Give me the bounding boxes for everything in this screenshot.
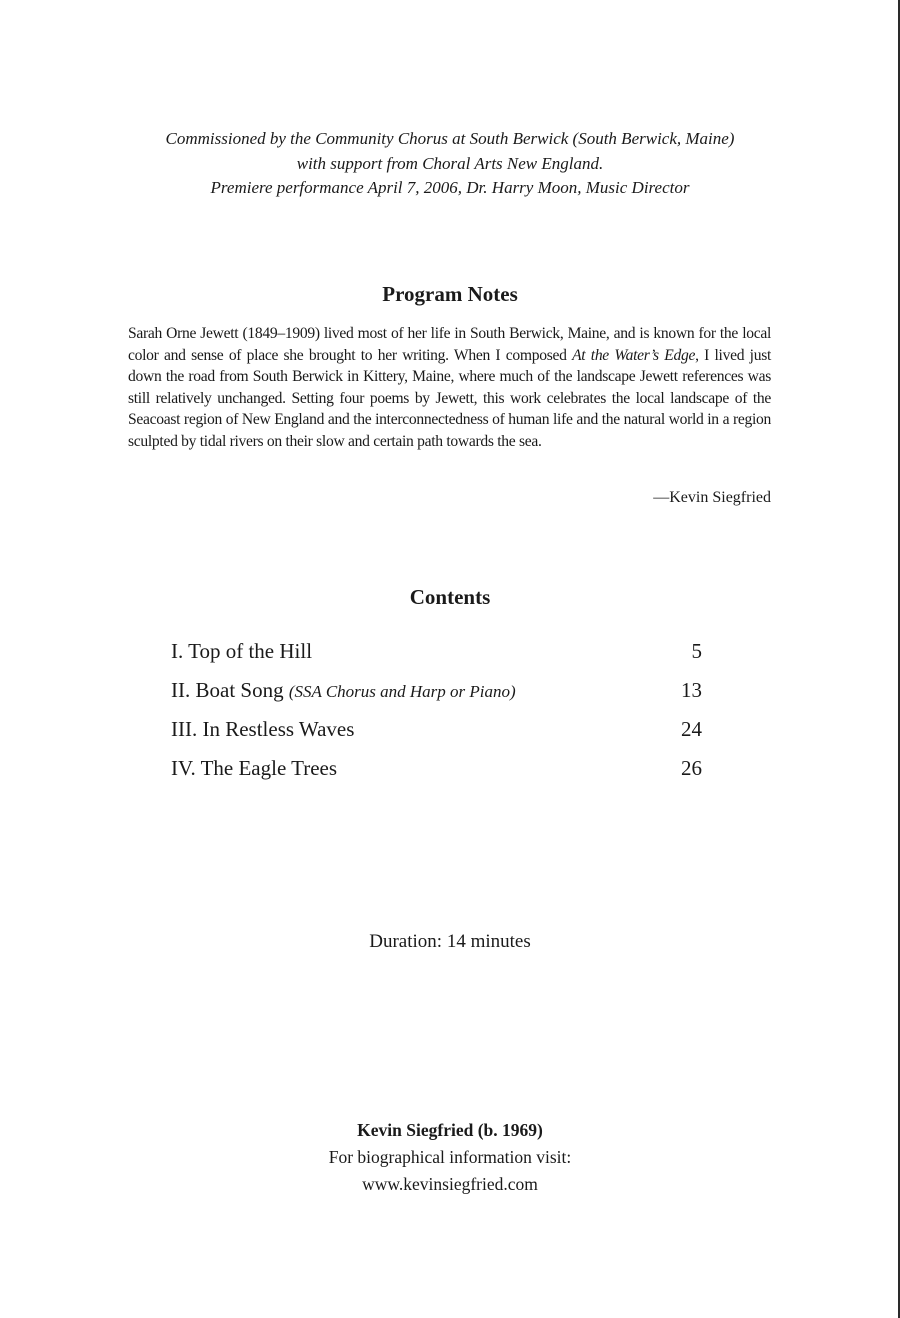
program-notes-body — [128, 323, 771, 453]
toc-row — [171, 639, 702, 678]
toc-item-title — [171, 639, 312, 664]
commission-credits — [100, 127, 800, 201]
toc-page-number: 26 — [681, 756, 702, 780]
toc-title-text: I. Top of the Hill — [171, 639, 313, 663]
composer-bio-line: For biographical information visit: — [328, 1147, 572, 1167]
composer-name: Kevin Siegfried (b. 1969) — [357, 1120, 543, 1140]
duration-text: Duration: 14 minutes — [369, 931, 531, 952]
commission-line-2: with support from Choral Arts New England. — [296, 153, 604, 173]
toc-item-subtitle: (SSA Chorus and Harp or Piano) — [288, 682, 516, 701]
contents-heading: Contents — [409, 585, 491, 609]
composer-website: www.kevinsiegfried.com — [362, 1174, 538, 1194]
toc-item-title — [171, 717, 354, 742]
toc-row — [171, 678, 702, 717]
toc-item-title — [171, 678, 516, 703]
work-title: At the Water’s Edge — [572, 346, 696, 364]
toc-title-text: IV. The Eagle Trees — [171, 756, 338, 780]
toc-page-number: 5 — [691, 639, 702, 663]
toc-title-text: II. Boat Song — [171, 678, 284, 702]
toc-row — [171, 717, 702, 756]
commission-line-1: Commissioned by the Community Chorus at South Berwick (South Berwick, Maine) — [165, 129, 735, 148]
toc-item-title — [171, 756, 337, 781]
toc-page-number: 24 — [681, 717, 702, 741]
toc-row — [171, 756, 702, 795]
program-notes-signature: —Kevin Siegfried — [653, 489, 771, 506]
program-notes-text-before: Sarah Orne Jewett (1849–1909) lived most of her life in South Berwick, Maine, and is known for the local color and sense of place she brought to her writing. When I composed — [128, 325, 771, 364]
program-notes-text-after: , I lived just down the road from South Berwick in Kittery, Maine, where much of the landscape Jewett references was still relatively unchanged. Setting four poems by Jewett, this work celebrates the local landscape of the Seacoast region of New England and the interconnectedness of human life and the natural world in a region sculpted by tidal rivers on their slow and certain path towards the sea. — [128, 346, 771, 450]
composer-info — [0, 1117, 900, 1198]
commission-line-3: Premiere performance April 7, 2006, Dr. Harry Moon, Music Director — [210, 178, 690, 197]
table-of-contents — [171, 639, 702, 795]
program-notes-heading: Program Notes — [382, 282, 518, 306]
toc-title-text: III. In Restless Waves — [171, 717, 355, 741]
toc-page-number: 13 — [681, 678, 702, 702]
